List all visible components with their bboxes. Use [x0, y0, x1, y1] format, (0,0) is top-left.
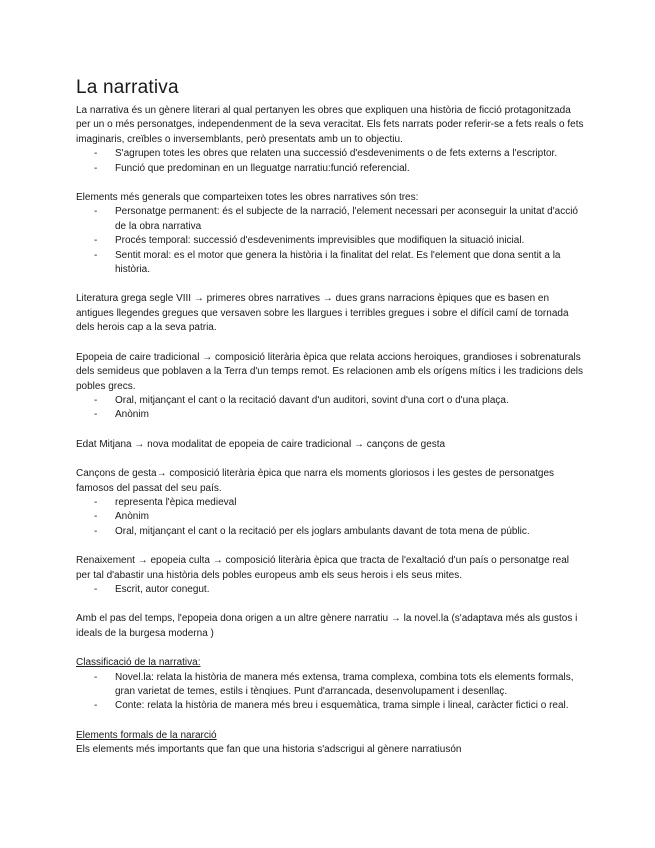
elements-formals-heading: Elements formals de la nararció	[76, 729, 217, 741]
list-item: - Oral, mitjançant el cant o la recitació davant d'un auditori, sovint d'una cort o d'una plaça.	[76, 394, 586, 408]
cancons-paragraph: Cançons de gesta→ composició literària èpica que narra els moments gloriosos i les gestes de personatges famosos del passat del seu país.	[76, 468, 555, 494]
section-cancons	[76, 467, 586, 539]
renaixement-list	[76, 583, 586, 597]
intro-list	[76, 147, 586, 176]
section-classificacio	[76, 656, 586, 714]
elements-formals-paragraph: Els elements més importants que fan que una historia s'adscrigui al gènere narratiusón	[76, 744, 462, 756]
cancons-list	[76, 496, 586, 539]
list-item: - Escrit, autor conegut.	[76, 583, 586, 597]
section-edat-mitjana	[76, 438, 586, 452]
list-item: - Anònim	[76, 408, 586, 422]
list-item: - Funció que predominan en un lleguatge narratiu:funció referencial.	[76, 162, 586, 176]
section-novela-intro	[76, 612, 586, 641]
list-item: - Sentit moral: es el motor que genera la història i la finalitat del relat. Es l'element que dona sentit a la història.	[76, 249, 586, 278]
edat-mitjana-paragraph: Edat Mitjana → nova modalitat de epopeia de caire tradicional → cançons de gesta	[76, 438, 446, 450]
novela-intro-paragraph: Amb el pas del temps, l'epopeia dona origen a un altre gènere narratiu → la novel.la (s'adaptava més als gustos i ideals de la burgesa moderna )	[76, 613, 578, 639]
literatura-paragraph: Literatura grega segle VIII → primeres obres narratives → dues grans narracions èpiques que es basen en antigues llegendes gregues que versaven sobre les llargues i terribles gregues i sobre el difícil camí de tornada dels herois cap a la seva patria.	[76, 293, 569, 334]
list-item: - S'agrupen totes les obres que relaten una successió d'esdeveniments o de fets externs a l'escriptor.	[76, 147, 586, 161]
page-title: La narrativa	[76, 77, 179, 98]
classificacio-list	[76, 671, 586, 714]
section-literatura	[76, 292, 586, 335]
list-item: - Oral, mitjançant el cant o la recitació per els joglars ambulants davant de tota mena de públic.	[76, 525, 586, 539]
epopeia-list	[76, 394, 586, 423]
section-epopeia	[76, 351, 586, 423]
classificacio-heading: Classificació de la narrativa:	[76, 657, 201, 669]
section-elements-formals	[76, 729, 586, 758]
section-renaixement	[76, 554, 586, 597]
list-item: - Procés temporal: successió d'esdeveniments imprevisibles que modifiquen la situació inicial.	[76, 234, 586, 248]
intro-paragraph: La narrativa és un gènere literari al qual pertanyen les obres que expliquen una història de ficció protagonitzada per un o més personatges, independenment de la seva veracitat. Els fets narrats poder referir-se a fets reals o fets imaginaris, creïbles o inversemblants, però presentats amb un to objectiu.	[76, 105, 584, 145]
document-page	[76, 77, 586, 758]
list-item: - Conte: relata la història de manera més breu i esquemàtica, trama simple i lineal, caràcter fictici o real.	[76, 699, 586, 713]
elements-list	[76, 205, 586, 277]
list-item: - Novel.la: relata la història de manera més extensa, trama complexa, combina tots els elements formals, gran varietat de temes, estils i tènqiues. Punt d'arrancada, desenvolupament i desenllaç.	[76, 671, 586, 700]
renaixement-paragraph: Renaixement → epopeia culta → composició literària èpica que tracta de l'exaltació d'un país o personatge real per tal d'abastir una història dels pobles europeus amb els seus herois i els seus mites.	[76, 555, 569, 581]
list-item: - Anònim	[76, 510, 586, 524]
section-elements	[76, 191, 586, 277]
list-item: - Personatge permanent: és el subjecte de la narració, l'element necessari per aconseguir la unitat d'acció de la obra narrativa	[76, 205, 586, 234]
section-intro	[76, 104, 586, 176]
elements-paragraph: Elements més generals que comparteixen totes les obres narratives són tres:	[76, 192, 419, 204]
list-item: - representa l'èpica medieval	[76, 496, 586, 510]
epopeia-paragraph: Epopeia de caire tradicional → composició literària èpica que relata accions heroiques, grandioses i sobrenaturals dels semideus que poblaven a la Terra d'un temps remot. Es relacionen amb els orígens mítics i les tradicions dels pobles grecs.	[76, 351, 583, 392]
